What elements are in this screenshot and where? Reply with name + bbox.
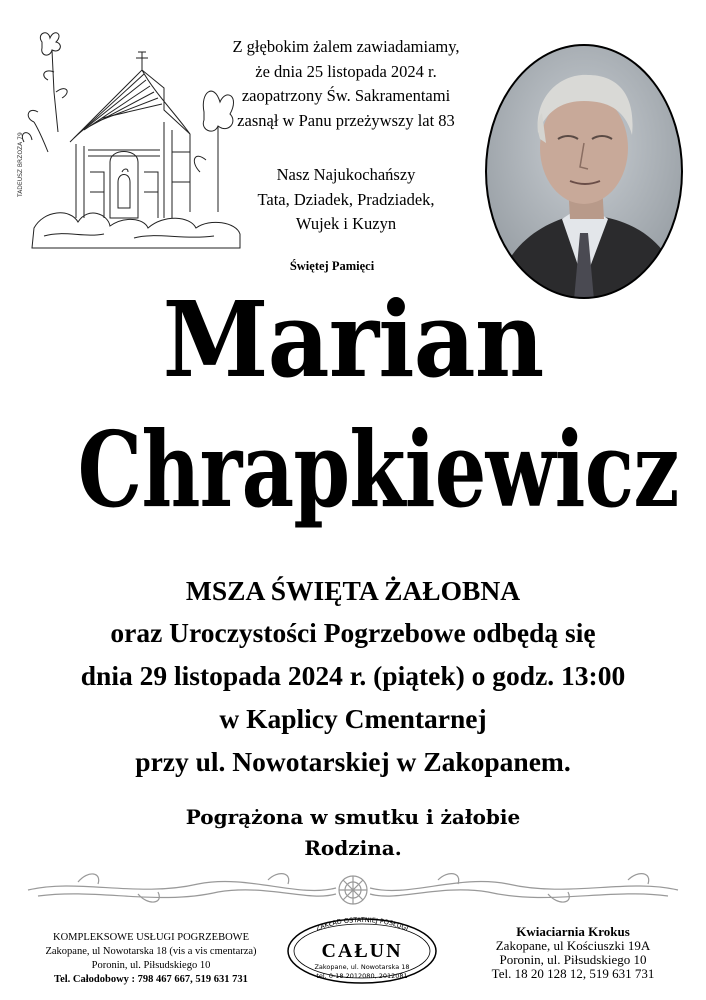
relation-line: Tata, Dziadek, Pradziadek, [257, 189, 435, 209]
mourners-line: Pogrążona w smutku i żałobie [185, 805, 521, 829]
logo-address: Zakopane, ul. Nowotarska 18 [314, 963, 410, 971]
intro-line: zaopatrzony Św. Sakramentami [241, 86, 451, 105]
ornament-divider [18, 858, 688, 918]
florist-address: Zakopane, ul Kościuszki 19A [495, 938, 651, 953]
in-memory-label: Świętej Pamięci [289, 259, 375, 273]
mass-date-line: dnia 29 listopada 2024 r. (piątek) o godz. 13:00 [80, 660, 626, 691]
deceased-portrait-photo [484, 43, 684, 300]
funeral-home-address: Poronin, ul. Piłsudskiego 10 [91, 960, 211, 971]
calun-logo [284, 916, 440, 986]
deceased-last-name: Chrapkiewicz [77, 408, 679, 531]
intro-line: Z głębokim żalem zawiadamiamy, [232, 37, 460, 56]
logo-name: CAŁUN [321, 940, 403, 962]
relation-line: Nasz Najukochańszy [276, 165, 416, 184]
funeral-home-address: Zakopane, ul Nowotarska 18 (vis a vis cmentarza) [45, 946, 257, 957]
mass-location-line: w Kaplicy Cmentarnej [219, 703, 487, 734]
intro-line: że dnia 25 listopada 2024 r. [255, 61, 437, 81]
funeral-home-title: KOMPLEKSOWE USŁUGI POGRZEBOWE [53, 932, 249, 943]
intro-line: zasnął w Panu przeżywszy lat 83 [237, 110, 455, 130]
mourners-family: Rodzina. [304, 836, 402, 860]
funeral-home-info [12, 931, 290, 987]
mass-address-line: przy ul. Nowotarskiej w Zakopanem. [135, 746, 571, 777]
florist-title: Kwiaciarnia Krokus [516, 924, 630, 939]
florist-info [442, 925, 704, 981]
intro-announcement [226, 35, 466, 133]
logo-phone: tel. 0-18 2012080, 2012081 [316, 972, 408, 980]
funeral-home-phone: Tel. Całodobowy : 798 467 667, 519 631 731 [54, 974, 248, 985]
family-relations [226, 163, 466, 237]
logo-top-text: ZAKŁAD OSTATNIEJ POSŁUGI [314, 916, 410, 933]
mass-line: oraz Uroczystości Pogrzebowe odbędą się [110, 617, 596, 648]
relation-line: Wujek i Kuzyn [295, 214, 397, 233]
florist-phone: Tel. 18 20 128 12, 519 631 731 [491, 966, 655, 981]
deceased-first-name: Marian [162, 278, 544, 401]
chapel-sketch-illustration [14, 22, 246, 258]
mass-title: MSZA ŚWIĘTA ŻAŁOBNA [185, 575, 521, 606]
sketch-signature: TADEUSZ BRZOZA 79 [17, 132, 24, 197]
florist-address: Poronin, ul. Piłsudskiego 10 [499, 952, 647, 967]
